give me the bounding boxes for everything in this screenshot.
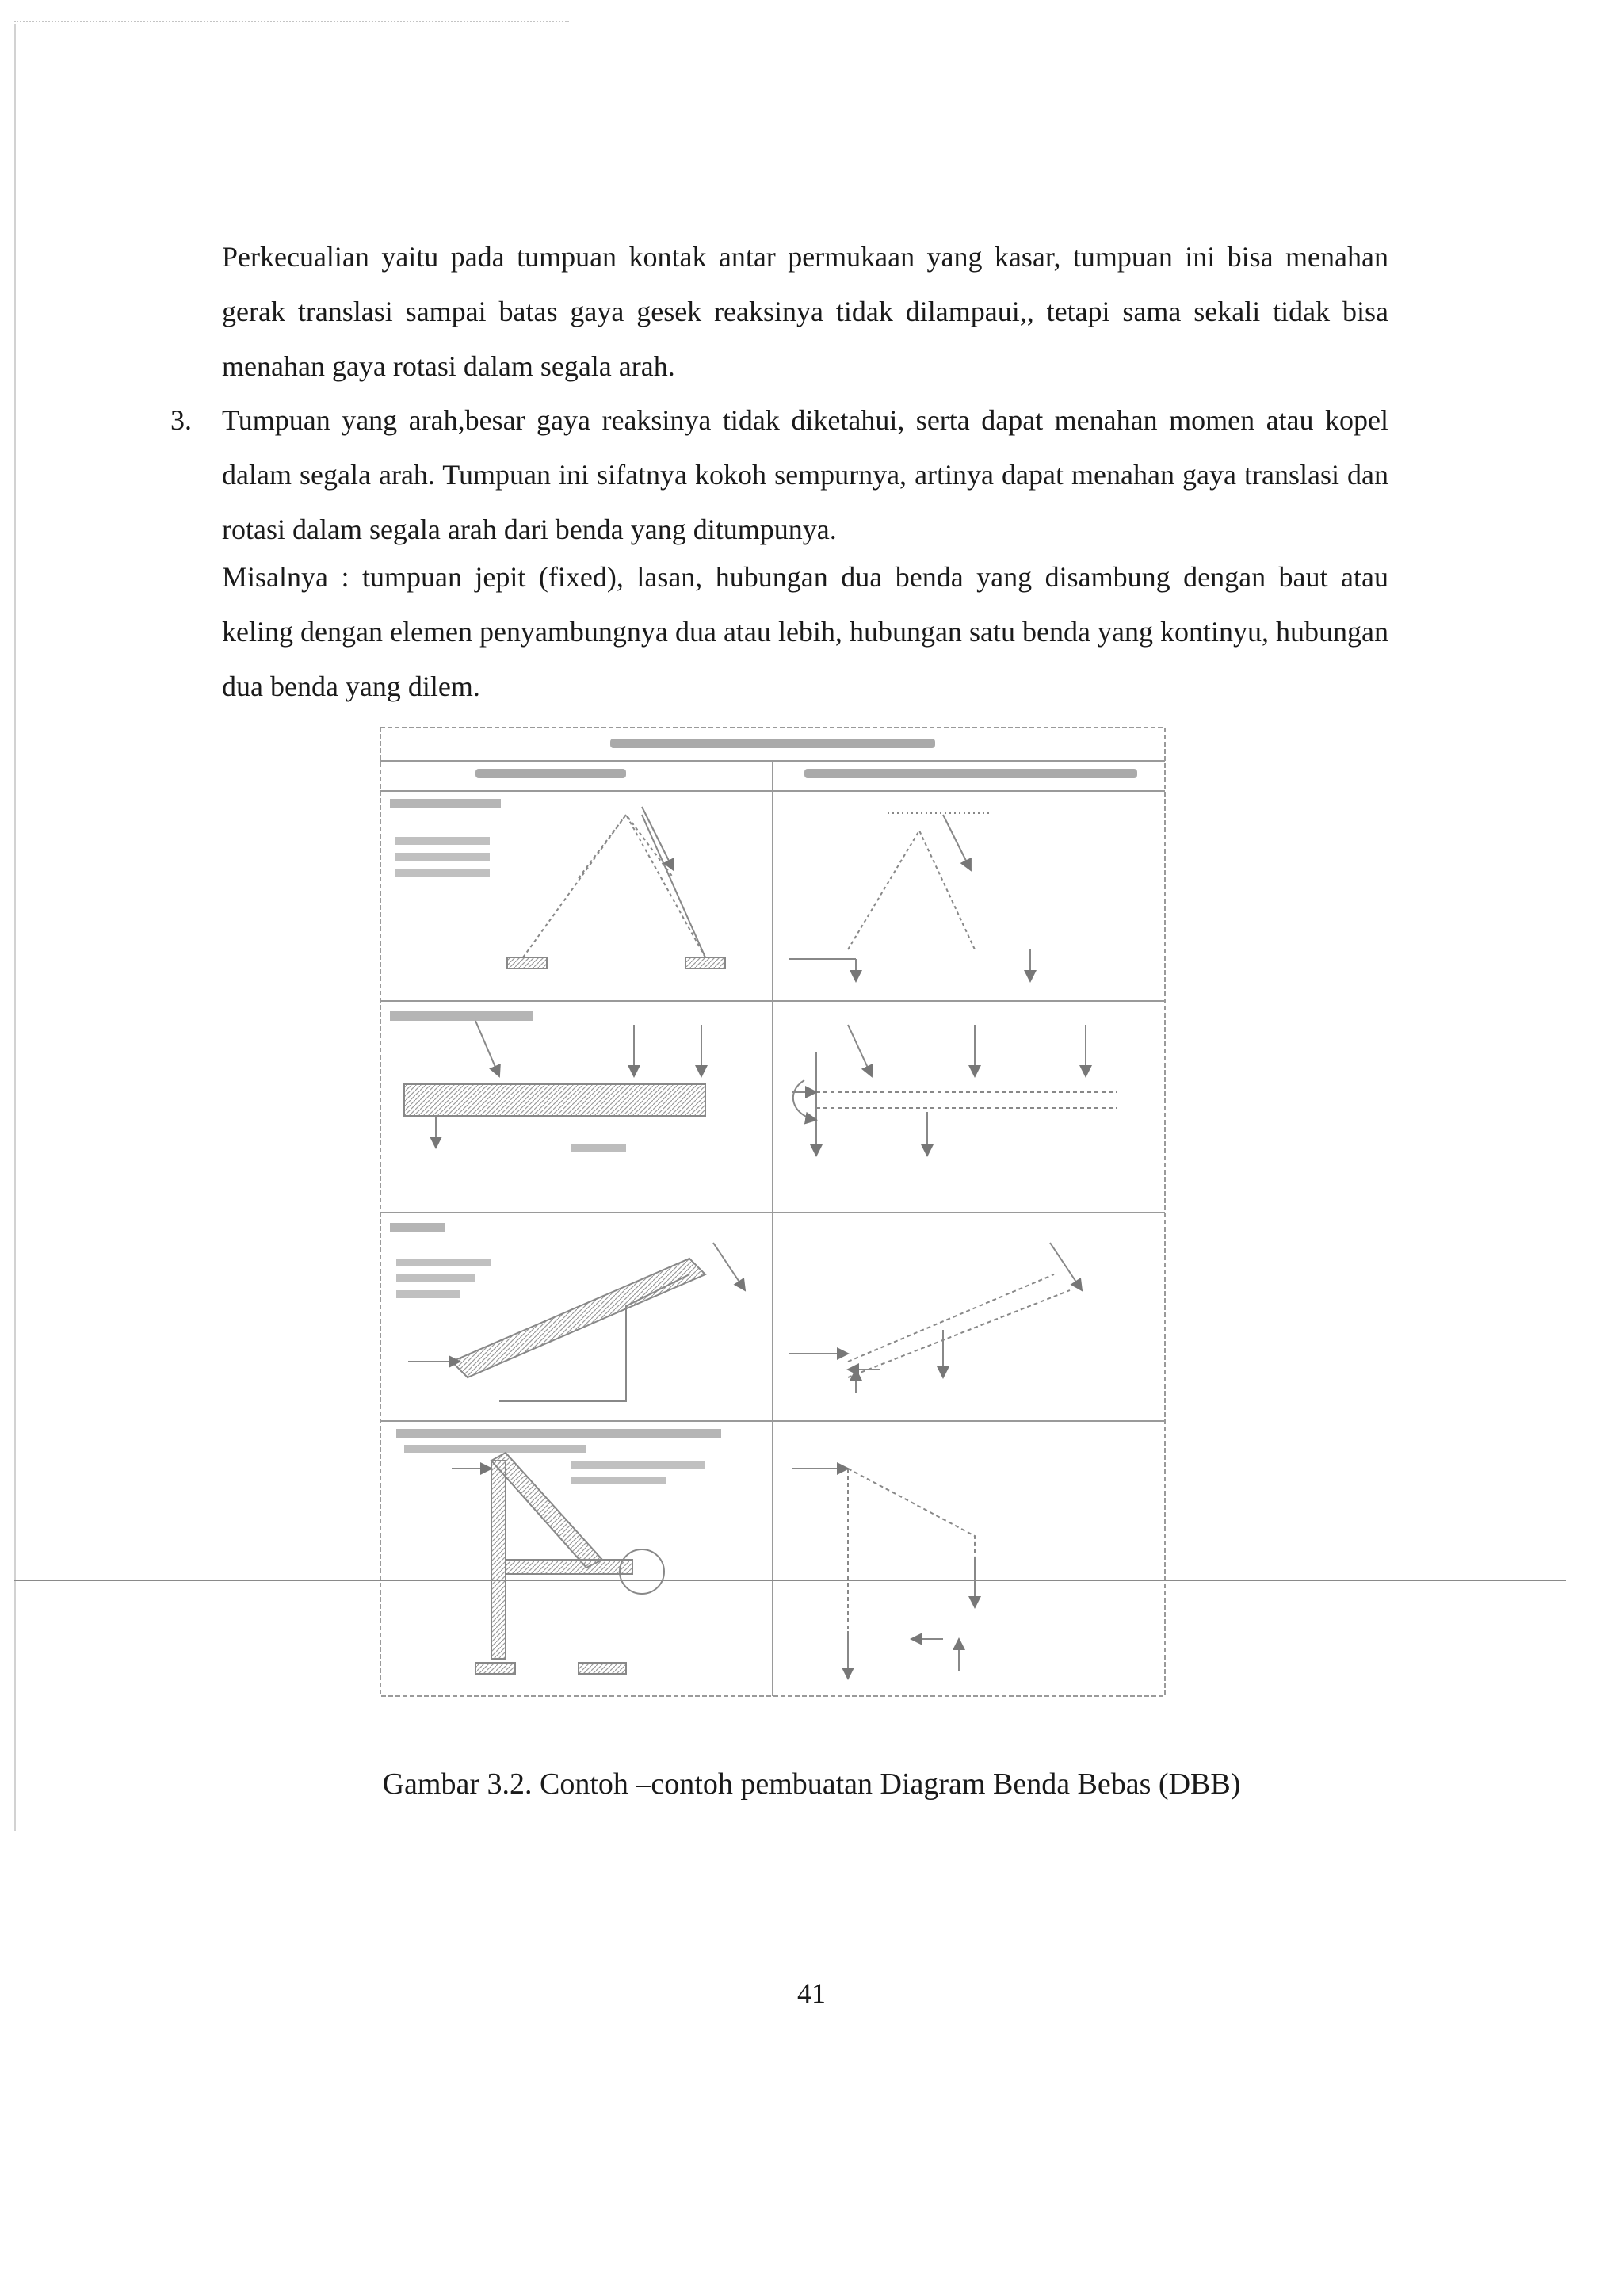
- figure-header-illegible: [475, 739, 1137, 778]
- row-4-rigid-frame: [396, 1429, 975, 1679]
- figure-free-body-diagram-examples: [372, 720, 1173, 1704]
- scan-left-edge: [14, 24, 16, 1831]
- figure-caption: Gambar 3.2. Contoh –contoh pembuatan Diagram Benda Bebas (DBB): [382, 1767, 1241, 1801]
- paragraph-exception: Perkecualian yaitu pada tumpuan kontak antar permukaan yang kasar, tumpuan ini bisa menahan gerak translasi sampai batas gaya gesek reaksinya tidak dilampaui,, tetapi sama sekali tidak bisa menahan gaya rotasi dalam segala arah.: [222, 241, 1388, 382]
- list-item-text: Tumpuan yang arah,besar gaya reaksinya tidak diketahui, serta dapat menahan momen atau kopel dalam segala arah. Tumpuan ini sifatnya kokoh sempurnya, artinya dapat menahan gaya translasi dan rotasi dalam segala arah dari benda yang ditumpunya.: [222, 404, 1388, 545]
- row-3-inclined-bar: [390, 1223, 1082, 1401]
- row-1-plane-truss: [390, 799, 1030, 981]
- paragraph-example: Misalnya : tumpuan jepit (fixed), lasan, hubungan dua benda yang disambung dengan baut atau keling dengan elemen penyambungnya dua atau lebih, hubungan satu benda yang kontinyu, hubungan dua benda yang dilem.: [222, 561, 1388, 702]
- list-item-number: 3.: [170, 404, 192, 436]
- scan-horizontal-line: [14, 1580, 1566, 1581]
- row-2-cantilever-beam: [390, 1011, 1117, 1156]
- page-number: 41: [797, 1977, 826, 2009]
- scan-top-edge: [14, 21, 569, 24]
